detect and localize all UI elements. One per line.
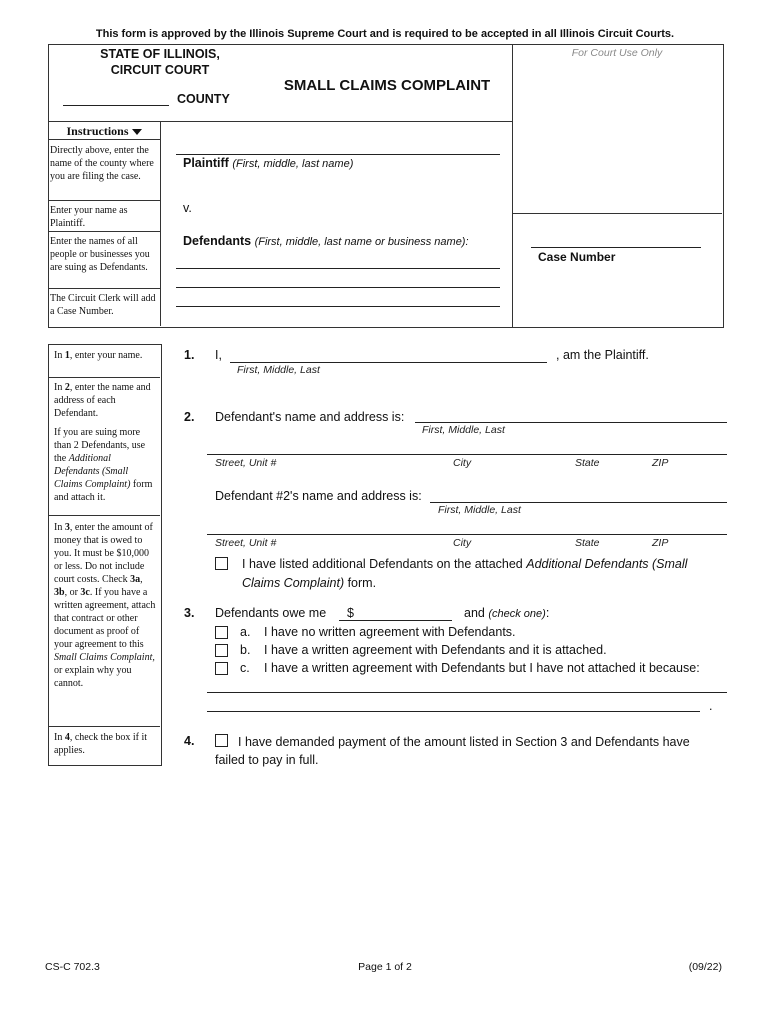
- section-3-and: and (check one):: [464, 606, 550, 620]
- case-divider: [512, 213, 722, 214]
- circuit-court-label: CIRCUIT COURT: [110, 63, 210, 77]
- defendant-1-street-hint: Street, Unit #: [215, 457, 277, 469]
- instruction-county: Directly above, enter the name of the county where you are filing the case.: [50, 145, 154, 182]
- county-field[interactable]: [63, 105, 169, 106]
- option-3b-checkbox[interactable]: [215, 644, 228, 657]
- plaintiff-full-name-field[interactable]: [230, 362, 547, 363]
- defendant-2-zip-hint: ZIP: [652, 537, 669, 549]
- court-use-label: For Court Use Only: [571, 47, 663, 59]
- instruction-defendants: Enter the names of all people or businesses you are suing as Defendants.: [50, 236, 150, 273]
- section-1-hint: First, Middle, Last: [237, 364, 320, 376]
- caret-down-icon: [132, 129, 142, 135]
- section-3-label: Defendants owe me: [215, 606, 327, 620]
- defendant-name-field-3[interactable]: [176, 306, 500, 307]
- note-section-2-more: If you are suing more than 2 Defendants, use the Additional Defendants (Small Claims Complaint) form and attach it.: [54, 427, 153, 503]
- defendant-1-address-field[interactable]: [207, 454, 727, 455]
- case-number-field[interactable]: [531, 247, 701, 248]
- option-3c-text: I have a written agreement with Defendants but I have not attached it because:: [264, 661, 700, 675]
- note-section-3: In 3, enter the amount of money that is owed to you. It must be $10,000 or less. Do not include court costs. Check 3a, 3b, or 3c. If you have a written agreement, attach that contract or other document as proof of your agreement to this Small Claims Complaint, or explain why you cannot.: [54, 522, 156, 689]
- instruction-case-number: The Circuit Clerk will add a Case Number.: [50, 293, 156, 317]
- defendant-2-address-field[interactable]: [207, 534, 727, 535]
- note-section-1: In 1, enter your name.: [54, 350, 143, 361]
- section-2-label: Defendant's name and address is:: [215, 410, 405, 424]
- section-3-number: 3.: [184, 606, 195, 620]
- option-3b-text: I have a written agreement with Defendants and it is attached.: [264, 643, 607, 657]
- note-section-2: In 2, enter the name and address of each Defendant.: [54, 382, 151, 419]
- versus-label: v.: [183, 201, 192, 215]
- option-3a-letter: a.: [240, 625, 251, 639]
- plaintiff-name-field[interactable]: [176, 154, 500, 155]
- explanation-field-2[interactable]: [207, 711, 700, 712]
- defendant-2-label: Defendant #2's name and address is:: [215, 489, 422, 503]
- section-1-am-plaintiff: , am the Plaintiff.: [556, 348, 649, 362]
- defendant-2-street-hint: Street, Unit #: [215, 537, 277, 549]
- option-3c-checkbox[interactable]: [215, 662, 228, 675]
- revision-date: (09/22): [688, 961, 722, 973]
- defendant-1-city-hint: City: [453, 457, 472, 469]
- explanation-period: .: [709, 699, 713, 713]
- defendant-2-name-hint: First, Middle, Last: [438, 504, 521, 516]
- approval-notice: This form is approved by the Illinois Supreme Court and is required to be accepted in all Illinois Circuit Courts.: [95, 28, 675, 40]
- form-title: SMALL CLAIMS COMPLAINT: [283, 77, 491, 94]
- defendant-1-name-hint: First, Middle, Last: [422, 424, 505, 436]
- option-3b-letter: b.: [240, 643, 251, 657]
- page-number: Page 1 of 2: [358, 961, 412, 973]
- section-1-i: I,: [215, 348, 222, 362]
- state-label: STATE OF ILLINOIS,: [100, 47, 220, 61]
- defendant-2-name-field[interactable]: [430, 502, 727, 503]
- additional-defendants-checkbox[interactable]: [215, 557, 228, 570]
- explanation-field-1[interactable]: [207, 692, 727, 693]
- section-1-number: 1.: [184, 348, 195, 362]
- defendant-1-zip-hint: ZIP: [652, 457, 669, 469]
- dollar-sign: $: [347, 606, 354, 620]
- option-3a-checkbox[interactable]: [215, 626, 228, 639]
- instructions-heading[interactable]: Instructions: [48, 124, 160, 139]
- instructions-column-border: [160, 121, 161, 326]
- additional-defendants-text: I have listed additional Defendants on the attached Additional Defendants (Small Claims Complaint) form.: [242, 557, 688, 590]
- amount-owed-field[interactable]: [339, 620, 452, 621]
- demanded-payment-text: I have demanded payment of the amount listed in Section 3 and Defendants have failed to pay in full.: [215, 735, 690, 767]
- section-2-number: 2.: [184, 410, 195, 424]
- court-use-divider: [512, 44, 513, 327]
- plaintiff-label: Plaintiff (First, middle, last name): [183, 156, 354, 170]
- defendants-label: Defendants (First, middle, last name or business name):: [183, 234, 469, 248]
- defendant-name-field-2[interactable]: [176, 287, 500, 288]
- option-3c-letter: c.: [240, 661, 250, 675]
- section-4-number: 4.: [184, 734, 195, 748]
- defendant-name-field-1[interactable]: [176, 268, 500, 269]
- form-id: CS-C 702.3: [45, 961, 100, 973]
- option-3a-text: I have no written agreement with Defendants.: [264, 625, 516, 639]
- defendant-1-state-hint: State: [575, 457, 600, 469]
- defendant-2-city-hint: City: [453, 537, 472, 549]
- header-divider: [48, 121, 512, 122]
- instruction-plaintiff: Enter your name as Plaintiff.: [50, 205, 128, 229]
- defendant-1-name-field[interactable]: [415, 422, 727, 423]
- county-label: COUNTY: [177, 92, 230, 106]
- note-section-4: In 4, check the box if it applies.: [54, 732, 148, 756]
- case-number-label: Case Number: [538, 250, 616, 264]
- defendant-2-state-hint: State: [575, 537, 600, 549]
